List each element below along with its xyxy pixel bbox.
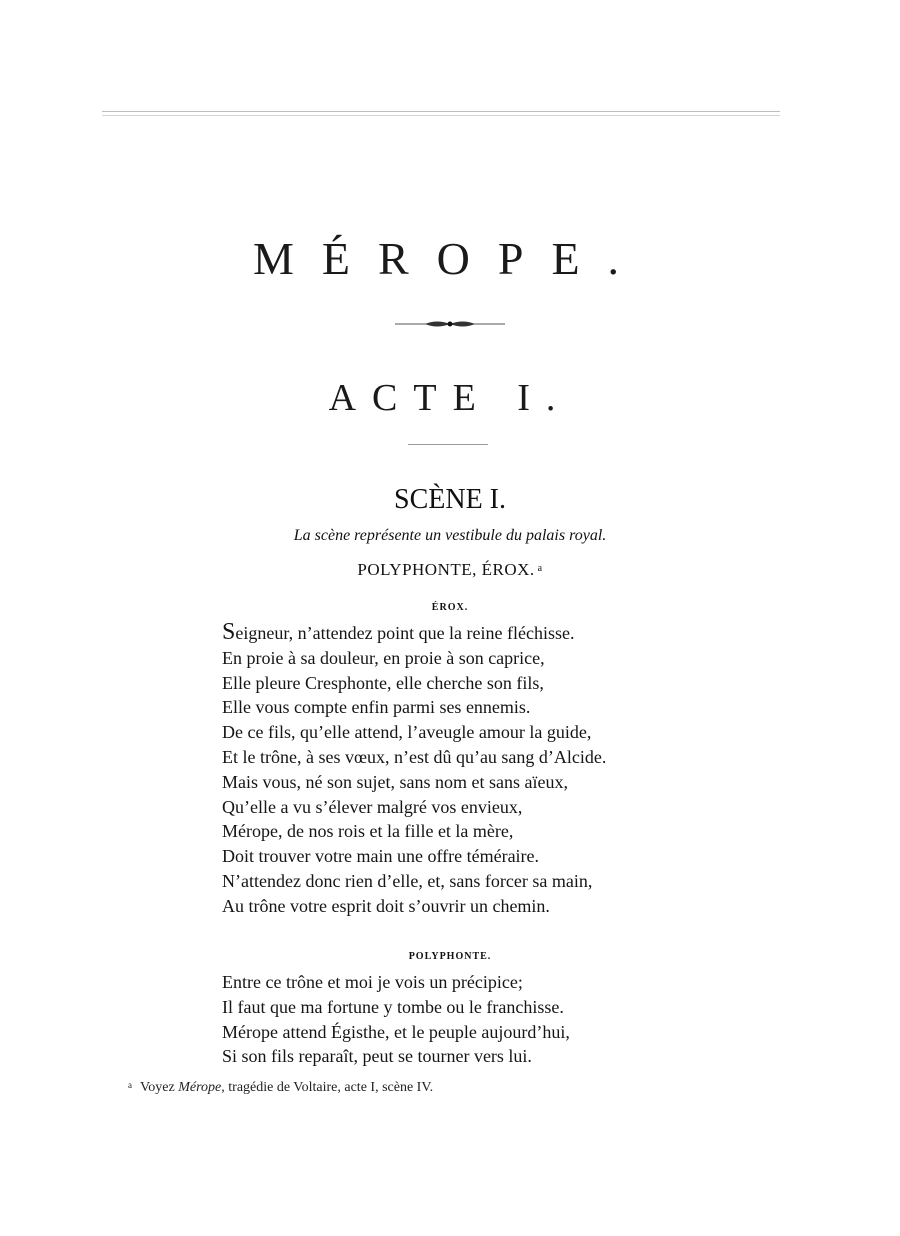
verse-line: Entre ce trône et moi je vois un précipice; xyxy=(222,972,523,992)
ornament-divider-icon xyxy=(395,318,505,330)
verse-line: Elle vous compte enfin parmi ses ennemis. xyxy=(222,697,531,718)
footnote-reference: a xyxy=(537,563,543,574)
verse-line xyxy=(222,620,606,646)
verse-line: Et le trône, à ses vœux, n’est dû qu’au sang d’Alcide. xyxy=(222,746,607,767)
verse-line: Mérope attend Égisthe, et le peuple aujourd’hui, xyxy=(222,1021,570,1042)
act-heading: ACTE I. xyxy=(328,377,572,419)
initial-letter: S xyxy=(222,619,236,645)
act-rule xyxy=(408,444,488,445)
footnote-work-title: Mérope xyxy=(178,1080,222,1095)
footnote-mark: a xyxy=(128,1080,132,1090)
scene-characters xyxy=(0,560,900,580)
characters-list: POLYPHONTE, ÉROX. xyxy=(357,560,535,579)
top-rule xyxy=(102,111,780,119)
verse-line: Il faut que ma fortune y tombe ou le franchisse. xyxy=(222,996,564,1017)
speaker-erox: ÉROX. xyxy=(431,602,469,613)
verse-line: Mérope, de nos rois et la fille et la mère, xyxy=(222,821,514,842)
speaker-polyphonte: POLYPHONTE. xyxy=(408,951,492,962)
scene-setting: La scène représente un vestibule du palais royal. xyxy=(293,527,607,544)
scene-heading: SCÈNE I. xyxy=(394,484,506,515)
verse-line: N’attendez donc rien d’elle, et, sans forcer sa main, xyxy=(222,870,593,891)
verse-text: eigneur, n’attendez point que la reine fléchisse. xyxy=(235,623,575,643)
footnote-suffix: , tragédie de Voltaire, acte I, scène IV. xyxy=(221,1080,434,1095)
verse-line: Elle pleure Cresphonte, elle cherche son fils, xyxy=(222,672,544,693)
verse-block-polyphonte xyxy=(222,970,570,1069)
footnote-prefix: Voyez xyxy=(140,1080,175,1095)
verse-block-erox xyxy=(222,620,606,919)
play-title: MÉROPE. xyxy=(252,233,648,284)
verse-line: Au trône votre esprit doit s’ouvrir un chemin. xyxy=(222,895,550,916)
verse-line: Doit trouver votre main une offre téméraire. xyxy=(222,846,540,867)
verse-line: Mais vous, né son sujet, sans nom et sans aïeux, xyxy=(222,771,568,792)
verse-line: De ce fils, qu’elle attend, l’aveugle amour la guide, xyxy=(222,722,592,743)
verse-line: Si son fils reparaît, peut se tourner vers lui. xyxy=(222,1046,532,1067)
verse-line: En proie à sa douleur, en proie à son caprice, xyxy=(222,647,545,668)
verse-line: Qu’elle a vu s’élever malgré vos envieux, xyxy=(222,796,523,817)
footnote xyxy=(128,1080,433,1096)
